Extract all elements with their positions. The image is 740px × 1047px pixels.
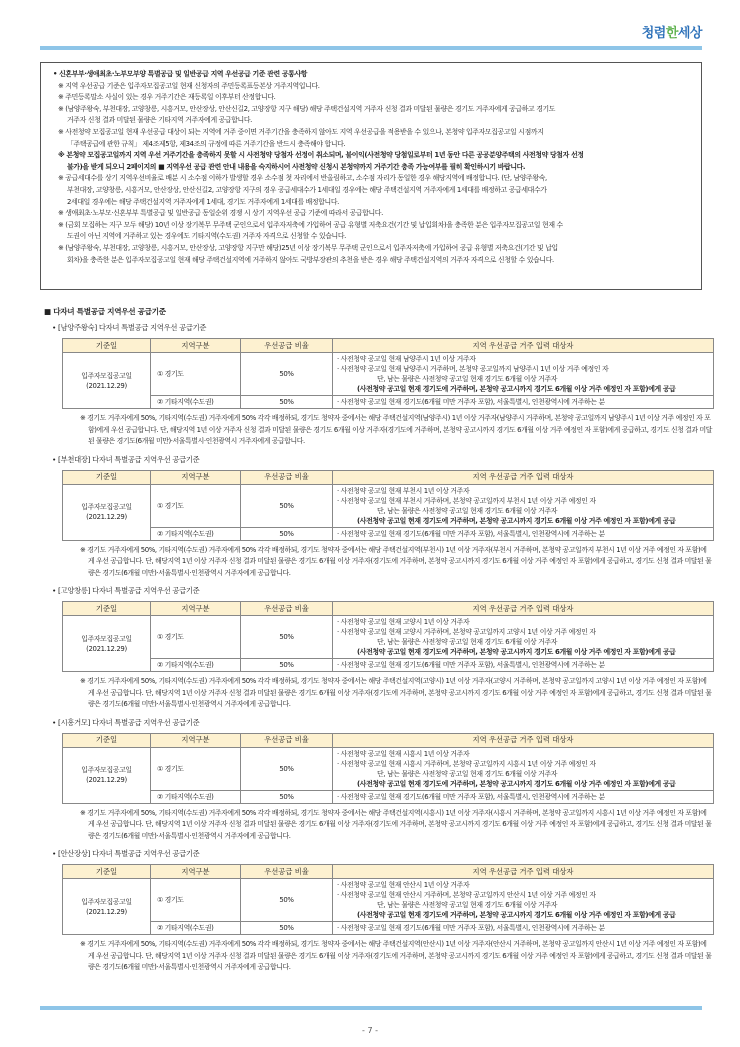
header-ratio: 우선공급 비율: [241, 865, 333, 879]
condition-line: · 사전청약 공고일 현재 부천시 거주하며, 본청약 공고일까지 부천시 1년 이상 거주 예정인 자: [337, 496, 596, 505]
date-cell: [63, 616, 151, 672]
header-date: 기준일: [63, 865, 151, 879]
condition-line: · 사전청약 공고일 현재 경기도(6개월 미만 거주자 포함), 서울특별시, 인천광역시에 거주하는 분: [337, 792, 605, 801]
supply-criteria-table: [62, 338, 714, 409]
header-ratio: 우선공급 비율: [241, 602, 333, 616]
region-cell: ① 경기도: [151, 747, 241, 790]
ratio-cell: 50%: [241, 790, 333, 803]
notice-line: ※ 생애최초·노부모·신혼부부 특별공급 및 일반공급 동일순위 경쟁 시 상기 지역우선 공급 기준에 따라서 공급합니다.: [58, 209, 383, 218]
section-note: ※ 경기도 거주자에게 50%, 기타지역(수도권) 거주자에게 50% 각각 배정하되, 경기도 청약자 중에서는 해당 주택건설지역(남양주시) 1년 이상 거주자(남양주시 거주하며, 본청약 공고일까지 남양주시 1년 이상 거주 예정인 자 포함)에게 우선 공급합니다. 단, 해당지역 1년 이상 거주자 신청 결과 미달된 물량은 경기도 6개월 이상 거주자(경기도에 거주하며, 본청약 공고시까지 경기도 6개월 이상 거주 예정인 자 포함)에게 공급하고, 경기도 신청 결과 미달된 물량은 경기도(6개월 미만)·서울특별시·인천광역시 거주자에게 공급합니다.: [80, 414, 712, 445]
header-date: 기준일: [63, 470, 151, 484]
condition-cell: [333, 353, 714, 396]
condition-line: 단, 남는 물량은 사전청약 공고일 현재 경기도 6개월 이상 거주자: [377, 901, 558, 909]
condition-line: · 사전청약 공고일 현재 고양시 거주하며, 본청약 공고일까지 고양시 1년 이상 거주 예정인 자: [337, 628, 596, 636]
condition-line: · 사전청약 공고일 현재 고양시 1년 이상 거주자: [337, 618, 470, 626]
date-value: (2021.12.29): [86, 381, 127, 390]
condition-line: · 사전청약 공고일 현재 남양주시 거주하며, 본청약 공고일까지 남양주시 1년 이상 거주 예정인 자: [337, 365, 609, 373]
notice-line: 「주택공급에 관한 규칙」 제4조제5항, 제34조의 규정에 따른 거주기간을 반드시 충족해야 합니다.: [67, 139, 346, 148]
condition-line: 단, 남는 물량은 사전청약 공고일 현재 경기도 6개월 이상 거주자: [377, 769, 558, 778]
condition-line: · 사전청약 공고일 현재 안산시 거주하며, 본청약 공고일까지 안산시 1년 이상 거주 예정인 자: [337, 891, 596, 899]
table-row: [63, 484, 714, 527]
date-label: 입주자모집공고일: [81, 634, 132, 643]
condition-cell: [333, 747, 714, 790]
date-value: (2021.12.29): [86, 513, 127, 521]
condition-line: · 사전청약 공고일 현재 경기도(6개월 미만 거주자 포함), 서울특별시, 인천광역시에 거주하는 분: [337, 924, 605, 932]
condition-line: 단, 남는 물량은 사전청약 공고일 현재 경기도 6개월 이상 거주자: [377, 506, 558, 515]
section-note: ※ 경기도 거주자에게 50%, 기타지역(수도권) 거주자에게 50% 각각 배정하되, 경기도 청약자 중에서는 해당 주택건설지역(시흥시) 1년 이상 거주자(시흥시 거주하며, 본청약 공고일까지 시흥시 1년 이상 거주 예정인 자 포함)에게 우선 공급합니다. 단, 해당지역 1년 이상 거주자 신청 결과 미달된 물량은 경기도 6개월 이상 거주자(경기도에 거주하며, 본청약 공고시까지 경기도 6개월 이상 거주 예정인 자 포함)에게 공급하고, 경기도 신청 결과 미달된 물량은 경기도(6개월 미만)·서울특별시·인천광역시 거주자에게 공급합니다.: [80, 808, 712, 840]
table-row: [63, 353, 714, 396]
ratio-cell: 50%: [241, 484, 333, 527]
condition-line: · 사전청약 공고일 현재 경기도(6개월 미만 거주자 포함), 서울특별시, 인천광역시에 거주하는 분: [337, 398, 605, 406]
region-cell: ① 경기도: [151, 616, 241, 659]
ratio-cell: 50%: [241, 879, 333, 922]
condition-cell: [333, 484, 714, 527]
table-header-row: [63, 470, 714, 484]
region-section: [44, 848, 712, 974]
condition-cell: [333, 659, 714, 672]
notice-line: 부천대장, 고양창릉, 시흥거모, 안산장상, 안산신길2, 고양장항 지구의 경우 공급세대수가 1세대일 경우에는 해당 주택건설지역 거주자에게 1세대를 배정하고 공급세대수가: [67, 185, 547, 194]
condition-cell: [333, 922, 714, 935]
header-target: 지역 우선공급 거주 입력 대상자: [333, 470, 714, 484]
table-header-row: [63, 339, 714, 353]
condition-cell: [333, 790, 714, 803]
section-title: • [고양창릉] 다자녀 특별공급 지역우선 공급기준: [52, 586, 200, 595]
header-region: 지역구분: [151, 733, 241, 747]
region-cell: ② 기타지역(수도권): [151, 790, 241, 803]
condition-cell: [333, 527, 714, 540]
condition-line: · 사전청약 공고일 현재 시흥시 1년 이상 거주자: [337, 749, 470, 758]
condition-line: · 사전청약 공고일 현재 경기도(6개월 미만 거주자 포함), 서울특별시, 인천광역시에 거주하는 분: [337, 529, 605, 538]
condition-line: · 사전청약 공고일 현재 안산시 1년 이상 거주자: [337, 881, 470, 889]
table-row: [63, 396, 714, 409]
ratio-cell: 50%: [241, 616, 333, 659]
supply-criteria-table: [62, 601, 714, 672]
condition-line: (사전청약 공고일 현재 경기도에 거주하며, 본청약 공고시까지 경기도 6개월 이상 거주 예정인 자 포함)에게 공급: [357, 648, 676, 656]
common-notice-box: [40, 62, 702, 290]
header-divider: [40, 46, 702, 50]
region-cell: ① 경기도: [151, 879, 241, 922]
main-title: ■ 다자녀 특별공급 지역우선 공급기준: [44, 307, 166, 316]
table-row: [63, 616, 714, 659]
section-note: ※ 경기도 거주자에게 50%, 기타지역(수도권) 거주자에게 50% 각각 배정하되, 경기도 청약자 중에서는 해당 주택건설지역(안산시) 1년 이상 거주자(안산시 거주하며, 본청약 공고일까지 안산시 1년 이상 거주 예정인 자 포함)에게 우선 공급합니다. 단, 해당지역 1년 이상 거주자 신청 결과 미달된 물량은 경기도 6개월 이상 거주자(경기도에 거주하며, 본청약 공고시까지 경기도 6개월 이상 거주 예정인 자 포함)에게 공급하고, 경기도 신청 결과 미달된 물량은 경기도(6개월 미만)·서울특별시·인천광역시 거주자에게 공급합니다.: [80, 940, 712, 971]
date-label: 입주자모집공고일: [81, 503, 132, 511]
condition-cell: [333, 879, 714, 922]
notice-line: 2세대일 경우에는 해당 주택건설지역 거주자에게 1세대, 경기도 거주자에게 1세대를 배정합니다.: [67, 197, 339, 206]
ratio-cell: 50%: [241, 659, 333, 672]
header-region: 지역구분: [151, 339, 241, 353]
date-cell: [63, 484, 151, 540]
condition-line: (사전청약 공고일 현재 경기도에 거주하며, 본청약 공고시까지 경기도 6개월 이상 거주 예정인 자 포함)에게 공급: [357, 911, 676, 919]
table-header-row: [63, 602, 714, 616]
region-cell: ① 경기도: [151, 353, 241, 396]
section-title: • [부천대장] 다자녀 특별공급 지역우선 공급기준: [52, 454, 200, 464]
region-section: [44, 454, 712, 580]
region-cell: ① 경기도: [151, 484, 241, 527]
date-value: (2021.12.29): [86, 776, 127, 784]
table-header-row: [63, 865, 714, 879]
notice-line: ※ 주민등록말소 사실이 있는 경우 거주기간은 재등록일 이후부터 산정합니다.: [58, 93, 276, 102]
table-row: [63, 659, 714, 672]
region-section: [44, 585, 712, 711]
date-cell: [63, 879, 151, 935]
condition-line: 단, 남는 물량은 사전청약 공고일 현재 경기도 6개월 이상 거주자: [377, 375, 558, 383]
table-row: [63, 922, 714, 935]
notice-line: 도권이 아닌 지역에 거주하고 있는 경우에도 기타지역(수도권) 거주자 자격으로 신청할 수 있습니다.: [67, 232, 347, 241]
header-target: 지역 우선공급 거주 입력 대상자: [333, 865, 714, 879]
notice-line: ※ 지역 우선공급 기준은 입주자모집공고일 현재 신청자의 주민등록표등본상 거주지역입니다.: [58, 81, 320, 90]
ratio-cell: 50%: [241, 353, 333, 396]
date-cell: [63, 353, 151, 409]
header-date: 기준일: [63, 339, 151, 353]
region-section: [44, 322, 712, 448]
notice-line: ※ 공급세대수를 상기 지역우선비율로 배분 시 소수점 이하가 발생할 경우 소수점 첫 자리에서 반올림하고, 소수점 자리가 동일한 경우 해당지역에 배정합니다. (단, 남양주왕숙,: [58, 174, 547, 183]
header-date: 기준일: [63, 602, 151, 616]
section-note: ※ 경기도 거주자에게 50%, 기타지역(수도권) 거주자에게 50% 각각 배정하되, 경기도 청약자 중에서는 해당 주택건설지역(부천시) 1년 이상 거주자(부천시 거주하며, 본청약 공고일까지 부천시 1년 이상 거주 예정인 자 포함)에게 우선 공급합니다. 단, 해당지역 1년 이상 거주자 신청 결과 미달된 물량은 경기도 6개월 이상 거주자(경기도에 거주하며, 본청약 공고시까지 경기도 6개월 이상 거주 예정인 자 포함)에게 공급하고, 경기도 신청 결과 미달된 물량은 경기도(6개월 미만)·서울특별시·인천광역시 거주자에게 공급합니다.: [80, 545, 712, 577]
table-row: [63, 879, 714, 922]
supply-criteria-table: [62, 864, 714, 935]
section-title: • [남양주왕숙] 다자녀 특별공급 지역우선 공급기준: [52, 323, 207, 332]
header-target: 지역 우선공급 거주 입력 대상자: [333, 733, 714, 747]
date-value: (2021.12.29): [86, 644, 127, 653]
condition-line: (사전청약 공고일 현재 경기도에 거주하며, 본청약 공고시까지 경기도 6개월 이상 거주 예정인 자 포함)에게 공급: [357, 779, 676, 788]
notice-line: ※ (남양주왕숙, 부천대장, 고양창릉, 시흥거모, 안산장상, 안산신길2, 고양장항 지구 해당) 해당 주택건설지역 거주자 신청 결과 미달된 물량은 경기도 거주자에게 공급하고 경기도: [58, 104, 556, 113]
region-cell: ② 기타지역(수도권): [151, 527, 241, 540]
logo: 청렴한세상: [641, 26, 702, 41]
notice-line: ※ (남양주왕숙, 부천대장, 고양창릉, 시흥거모, 안산장상, 고양장항 지구만 해당)25년 이상 장기복무 무주택 군인으로서 입주자저축에 가입하여 공급 유형별 저축요건(기간 및 납입: [58, 243, 558, 252]
condition-line: · 사전청약 공고일 현재 남양주시 1년 이상 거주자: [337, 355, 476, 363]
date-label: 입주자모집공고일: [81, 371, 132, 380]
region-cell: ② 기타지역(수도권): [151, 396, 241, 409]
table-row: [63, 790, 714, 803]
date-label: 입주자모집공고일: [81, 897, 132, 906]
header-target: 지역 우선공급 거주 입력 대상자: [333, 602, 714, 616]
region-cell: ② 기타지역(수도권): [151, 922, 241, 935]
region-cell: ② 기타지역(수도권): [151, 659, 241, 672]
condition-cell: [333, 396, 714, 409]
condition-line: (사전청약 공고일 현재 경기도에 거주하며, 본청약 공고시까지 경기도 6개월 이상 거주 예정인 자 포함)에게 공급: [357, 516, 676, 525]
section-title: • [시흥거모] 다자녀 특별공급 지역우선 공급기준: [52, 717, 200, 727]
supply-criteria-table: [62, 733, 714, 804]
header-target: 지역 우선공급 거주 입력 대상자: [333, 339, 714, 353]
notice-line: 회차)을 충족한 분은 입주자모집공고일 현재 해당 주택건설지역에 거주하지 않아도 국방부장관의 추천을 받은 경우 해당 주택건설지역의 거주자 자격으로 신청할 수 있습니다.: [67, 255, 554, 264]
ratio-cell: 50%: [241, 527, 333, 540]
condition-cell: [333, 616, 714, 659]
condition-line: (사전청약 공고일 현재 경기도에 거주하며, 본청약 공고시까지 경기도 6개월 이상 거주 예정인 자 포함)에게 공급: [357, 385, 676, 393]
region-section: [44, 717, 712, 843]
table-header-row: [63, 733, 714, 747]
ratio-cell: 50%: [241, 747, 333, 790]
header-ratio: 우선공급 비율: [241, 470, 333, 484]
ratio-cell: 50%: [241, 396, 333, 409]
supply-criteria-table: [62, 470, 714, 541]
section-title: • [안산장상] 다자녀 특별공급 지역우선 공급기준: [52, 849, 200, 858]
notice-line: 불가)을 받게 되오니 2페이지의 ■ 지역우선 공급 관련 안내 내용을 숙지하시어 사전청약 신청시 본청약까지 거주기간 충족 가능여부를 필히 확인하시기 바랍니다.: [67, 162, 526, 171]
header-region: 지역구분: [151, 865, 241, 879]
header-region: 지역구분: [151, 602, 241, 616]
condition-line: · 사전청약 공고일 현재 부천시 1년 이상 거주자: [337, 486, 470, 495]
condition-line: · 사전청약 공고일 현재 시흥시 거주하며, 본청약 공고일까지 시흥시 1년 이상 거주 예정인 자: [337, 759, 596, 768]
notice-line: ※ 본청약 모집공고일까지 지역 우선 거주기간을 충족하지 못할 시 사전청약 당첨자 선정이 취소되며, 불이익(사전청약 당첨일로부터 1년 동안 다른 공공분양주택의 사전청약 당첨자 선정: [58, 151, 584, 160]
notice-line: ※ 사전청약 모집공고일 현재 우선공급 대상이 되는 지역에 거주 중이면 거주기간을 충족하지 않아도 지역 우선공급을 적용받을 수 있으나, 본청약 입주자모집공고일 시점까지: [58, 127, 544, 136]
notice-title: • 신혼부부·생애최초·노부모부양 특별공급 및 일반공급 지역 우선공급 기준 관련 공통사항: [53, 70, 308, 78]
header-date: 기준일: [63, 733, 151, 747]
header-ratio: 우선공급 비율: [241, 733, 333, 747]
table-row: [63, 747, 714, 790]
header-region: 지역구분: [151, 470, 241, 484]
ratio-cell: 50%: [241, 922, 333, 935]
section-note: ※ 경기도 거주자에게 50%, 기타지역(수도권) 거주자에게 50% 각각 배정하되, 경기도 청약자 중에서는 해당 주택건설지역(고양시) 1년 이상 거주자(고양시 거주하며, 본청약 공고일까지 고양시 1년 이상 거주 예정인 자 포함)에게 우선 공급합니다. 단, 해당지역 1년 이상 거주자 신청 결과 미달된 물량은 경기도 6개월 이상 거주자(경기도에 거주하며, 본청약 공고시까지 경기도 6개월 이상 거주 예정인 자 포함)에게 공급하고, 경기도 신청 결과 미달된 물량은 경기도(6개월 미만)·서울특별시·인천광역시 거주자에게 공급합니다.: [80, 677, 712, 708]
date-cell: [63, 747, 151, 803]
condition-line: 단, 남는 물량은 사전청약 공고일 현재 경기도 6개월 이상 거주자: [377, 638, 558, 646]
header-ratio: 우선공급 비율: [241, 339, 333, 353]
notice-line: ※ (금회 모집하는 지구 모두 해당) 10년 이상 장기복무 무주택 군인으로서 입주자저축에 가입하여 공급 유형별 저축요건(기간 및 납입회차)을 충족한 분은 입주자모집공고일 현재 수: [58, 220, 563, 229]
date-label: 입주자모집공고일: [81, 766, 132, 774]
condition-line: · 사전청약 공고일 현재 경기도(6개월 미만 거주자 포함), 서울특별시, 인천광역시에 거주하는 분: [337, 661, 605, 669]
page-number: - 7 -: [362, 1026, 378, 1035]
table-row: [63, 527, 714, 540]
multichild-section: [44, 306, 712, 980]
date-value: (2021.12.29): [86, 907, 127, 916]
footer-divider: [40, 1006, 702, 1010]
notice-line: 거주자 신청 결과 미달된 물량은 기타지역 거주자에게 공급합니다.: [67, 116, 252, 125]
